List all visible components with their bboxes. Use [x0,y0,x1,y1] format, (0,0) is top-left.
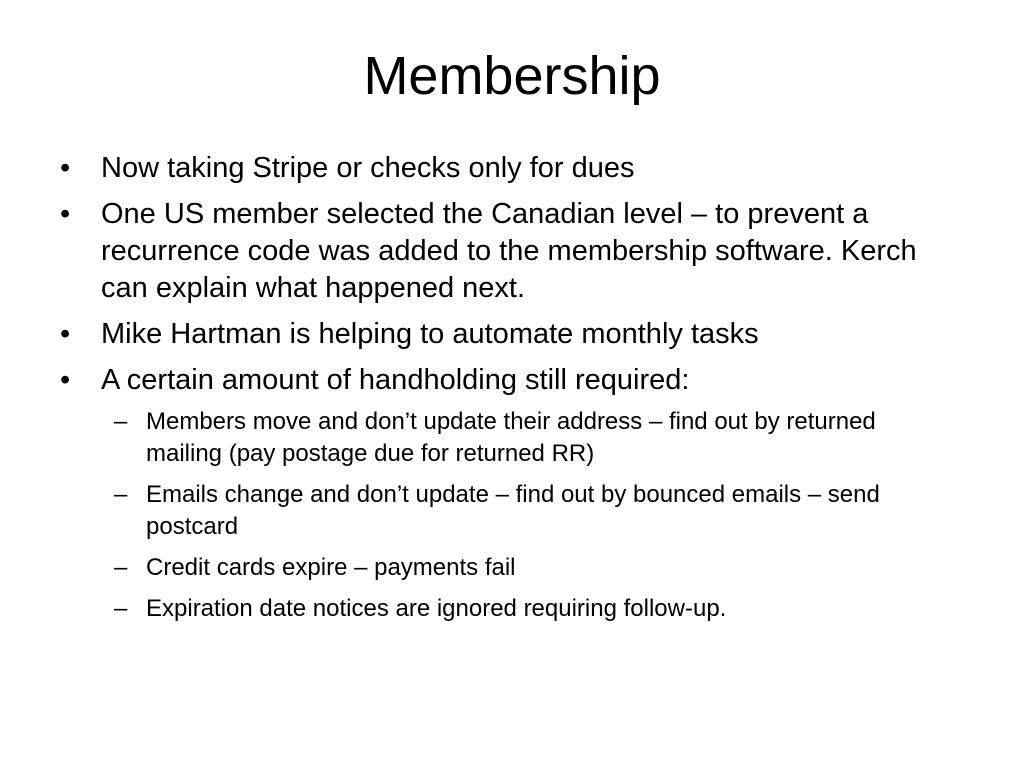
sub-bullet-item [101,406,958,470]
sub-bullet-text: Credit cards expire – payments fail [146,554,516,581]
bullet-item [58,150,958,187]
bullet-marker: • [60,318,71,350]
sub-bullet-text: Members move and don’t update their address – find out by returned mailing (pay postage due for returned RR) [146,408,876,467]
bullet-list [58,150,958,634]
bullet-text: Now taking Stripe or checks only for dues [101,152,635,184]
bullet-item [58,196,958,307]
bullet-text: Mike Hartman is helping to automate monthly tasks [101,318,759,350]
slide-title: Membership [363,46,661,106]
bullet-text: One US member selected the Canadian level – to prevent a recurrence code was added to the membership software. Kerch can explain what happened next. [101,198,917,304]
sub-bullet-marker: – [114,595,128,622]
sub-bullet-text: Expiration date notices are ignored requiring follow-up. [146,595,727,622]
sub-bullet-list [101,406,958,625]
sub-bullet-item [101,552,958,584]
sub-bullet-marker: – [114,554,128,581]
bullet-marker: • [60,198,71,230]
bullet-item [58,362,958,625]
bullet-item [58,316,958,353]
sub-bullet-text: Emails change and don’t update – find out by bounced emails – send postcard [146,481,880,540]
sub-bullet-marker: – [114,408,128,435]
sub-bullet-item [101,479,958,543]
bullet-marker: • [60,364,71,396]
sub-bullet-item [101,593,958,625]
bullet-text: A certain amount of handholding still required: [101,364,690,396]
sub-bullet-marker: – [114,481,128,508]
bullet-marker: • [60,152,71,184]
